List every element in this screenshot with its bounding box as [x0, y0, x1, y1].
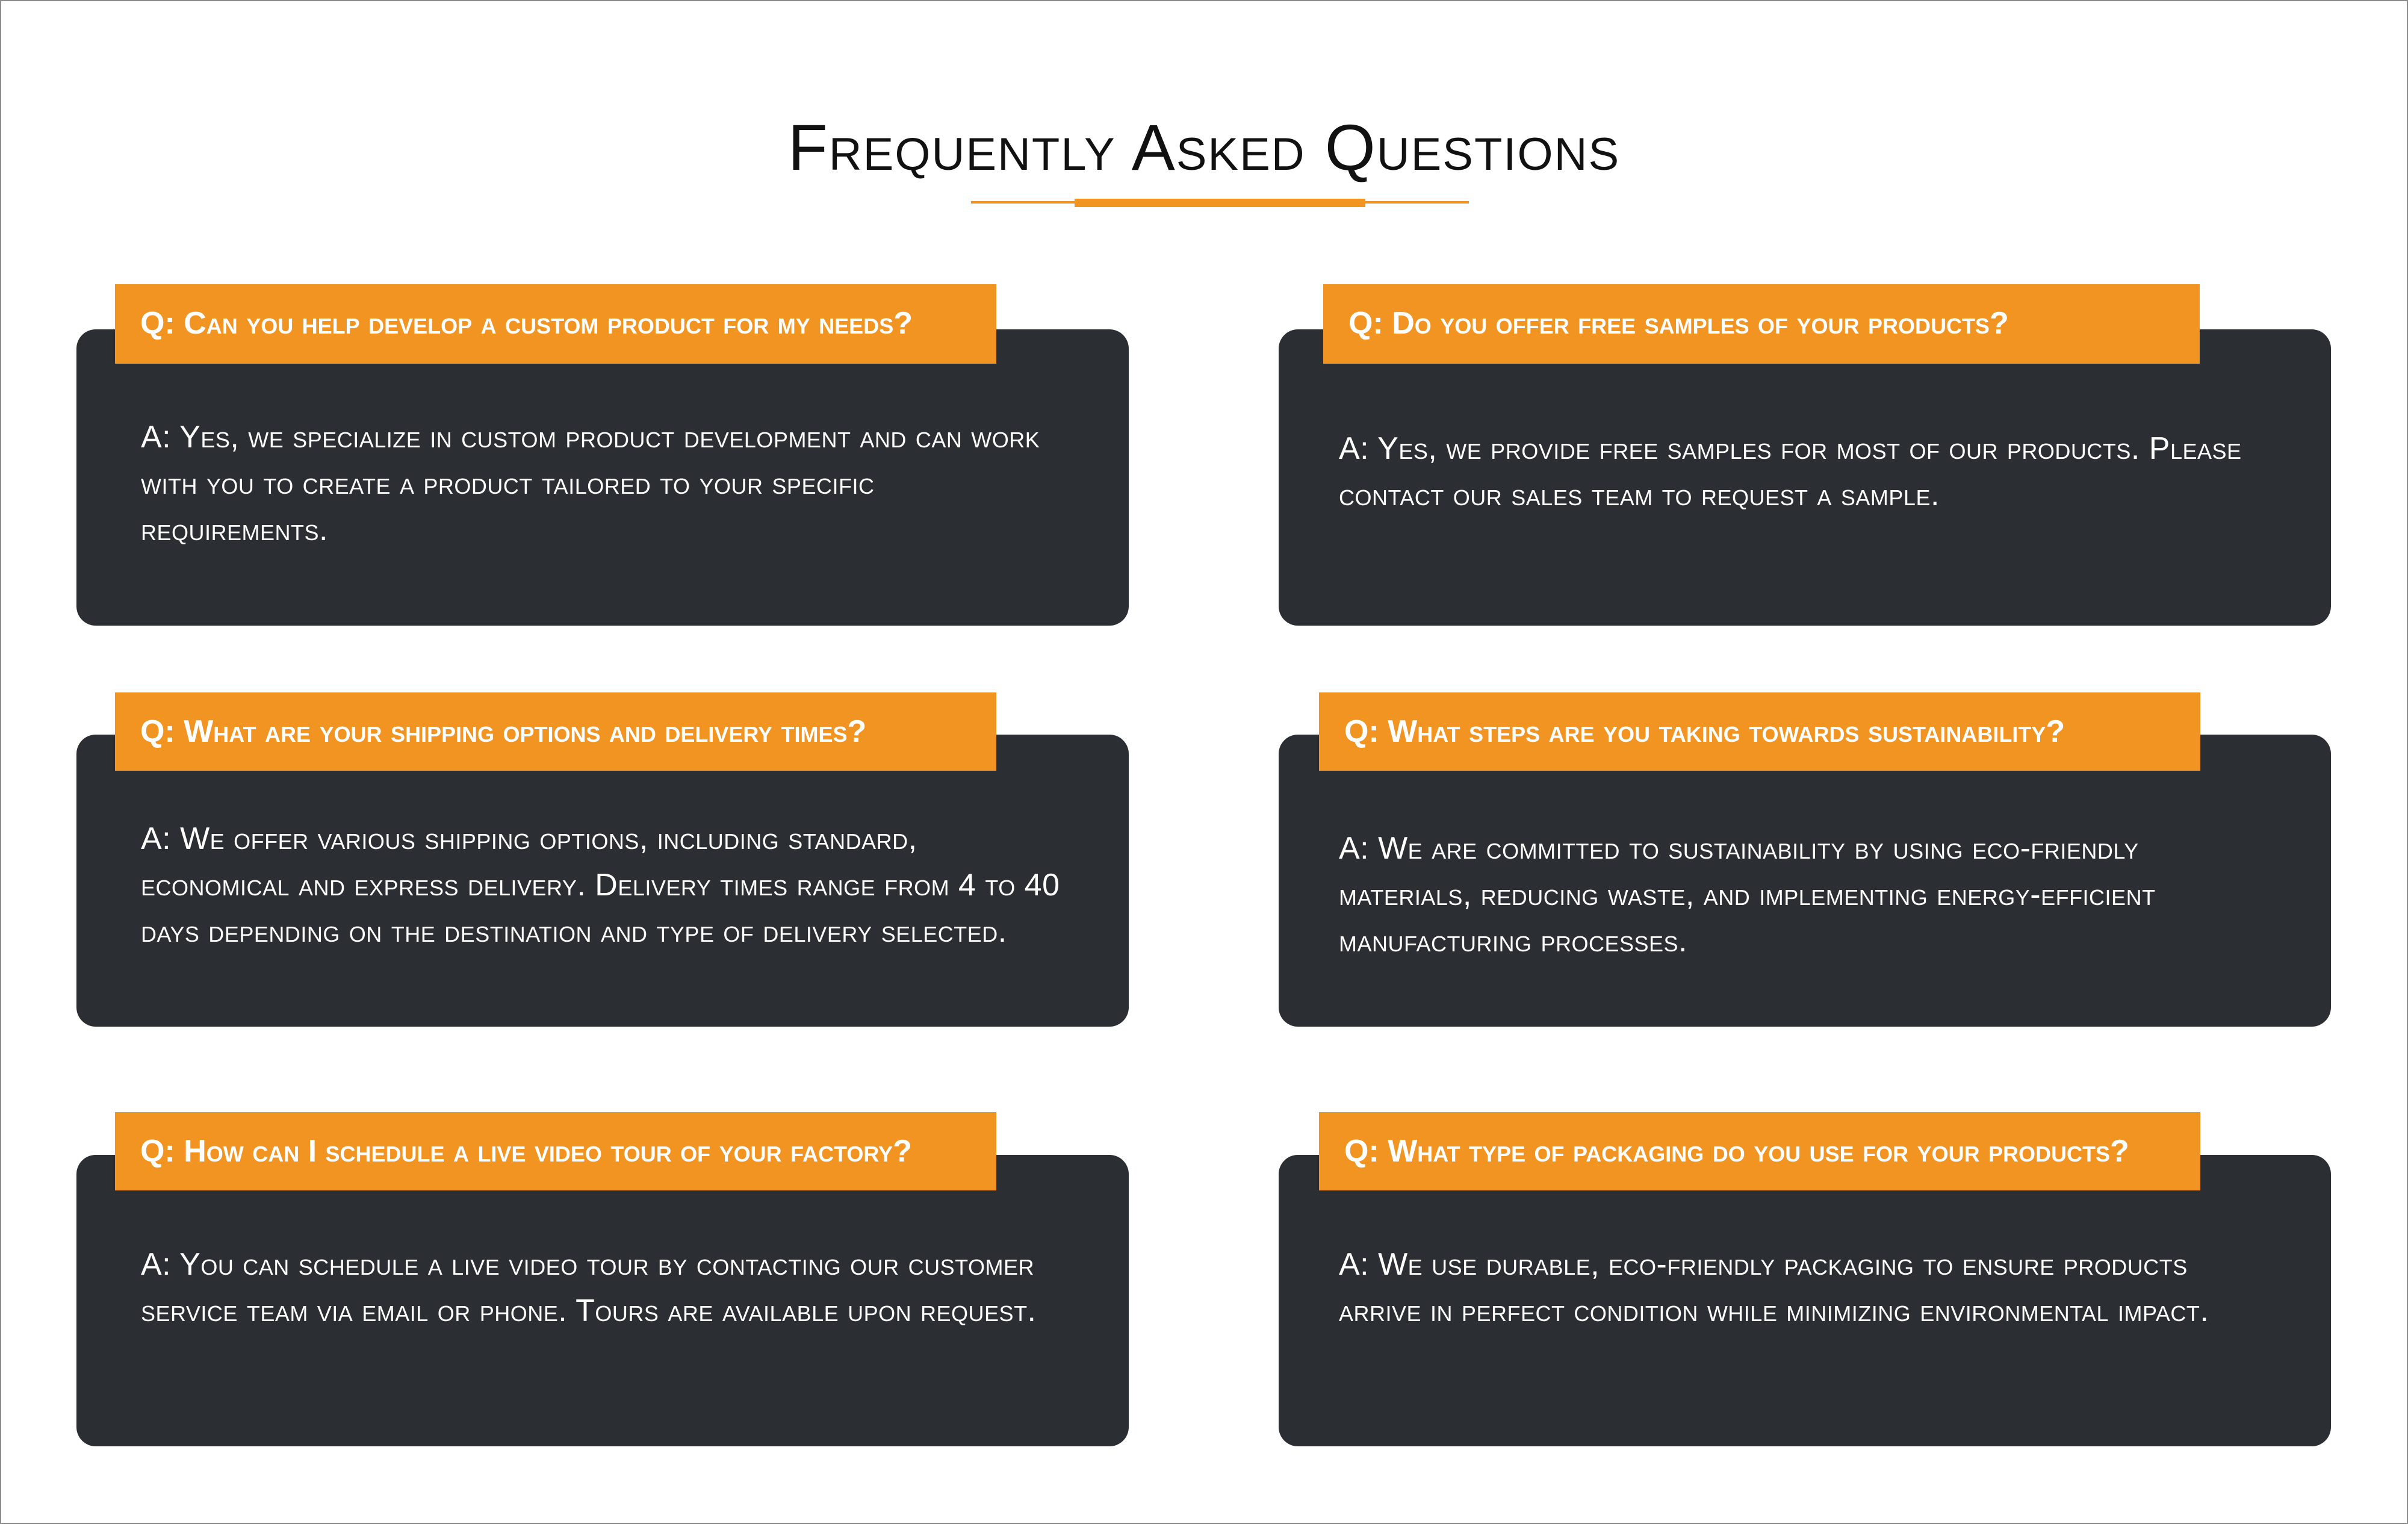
faq-question-video-tour: Q: How can I schedule a live video tour of your factory? — [115, 1112, 996, 1190]
faq-question-custom-product: Q: Can you help develop a custom product for my needs? — [115, 284, 996, 364]
faq-answer-video-tour: A: You can schedule a live video tour by contacting our customer service team via email or phone. Tours are available upon request. — [141, 1247, 1037, 1328]
faq-answer-free-samples: A: Yes, we provide free samples for most of our products. Please contact our sales team to request a sample. — [1339, 431, 2242, 512]
faq-question-packaging: Q: What type of packaging do you use for your products? — [1319, 1112, 2200, 1190]
faq-question-sustainability: Q: What steps are you taking towards sustainability? — [1319, 692, 2200, 771]
faq-answer-sustainability: A: We are committed to sustainability by using eco-friendly materials, reducing waste, and implementing energy-efficient manufacturing processes. — [1339, 831, 2156, 959]
faq-question-free-samples: Q: Do you offer free samples of your products? — [1323, 284, 2200, 364]
page-title: Frequently Asked Questions — [787, 111, 1621, 184]
faq-answer-shipping: A: We offer various shipping options, including standard, economical and express delivery. Delivery times range from 4 to 40 days depending on the destination and type of delivery selected. — [141, 821, 1060, 949]
title-underline-accent — [1075, 199, 1365, 207]
faq-question-shipping: Q: What are your shipping options and delivery times? — [115, 692, 996, 771]
faq-answer-packaging: A: We use durable, eco-friendly packaging to ensure products arrive in perfect condition while minimizing environmental impact. — [1339, 1247, 2209, 1328]
faq-answer-custom-product: A: Yes, we specialize in custom product development and can work with you to create a product tailored to your specific requirements. — [141, 420, 1040, 547]
